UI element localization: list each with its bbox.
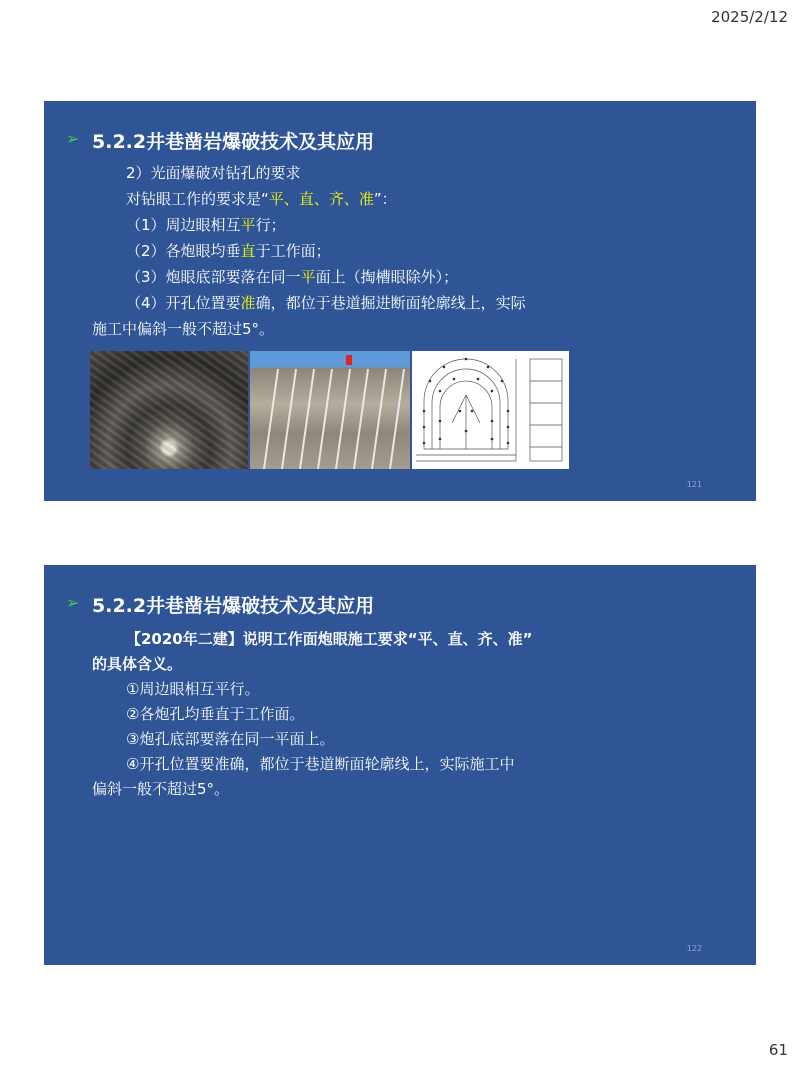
subheading: 2）光面爆破对钻孔的要求 xyxy=(126,164,301,182)
requirement-item-1: （1）周边眼相互平行； xyxy=(126,216,286,234)
slide-122 xyxy=(44,565,756,965)
flag-marker xyxy=(346,355,352,365)
exam-question: 【2020年二建】说明工作面炮眼施工要求“平、直、齐、准” xyxy=(126,630,533,648)
tunnel-section-diagram xyxy=(412,351,569,469)
requirement-intro: 对钻眼工作的要求是“平、直、齐、准”： xyxy=(126,190,397,208)
answer-item-3: ③炮孔底部要落在同一平面上。 xyxy=(126,730,335,748)
answer-item-4-cont: 偏斜一般不超过5°。 xyxy=(92,780,230,798)
requirement-item-4-cont: 施工中偏斜一般不超过5°。 xyxy=(92,320,275,338)
tunnel-photo xyxy=(90,351,248,469)
slide-number: 121 xyxy=(686,480,702,489)
slide-title xyxy=(66,127,375,154)
arrow-bullet-icon: ➢ xyxy=(66,593,80,612)
exam-question-cont: 的具体含义。 xyxy=(92,655,183,673)
answer-item-4: ④开孔位置要准确，都位于巷道断面轮廓线上，实际施工中 xyxy=(126,755,515,773)
requirement-item-3: （3）炮眼底部要落在同一平面上（掏槽眼除外）； xyxy=(126,268,459,286)
slide-title-text: 5.2.2井巷凿岩爆破技术及其应用 xyxy=(92,595,375,617)
rock-face-photo xyxy=(250,351,410,469)
page-number: 61 xyxy=(768,1041,788,1059)
slide-title xyxy=(66,591,375,618)
slide-title-text: 5.2.2井巷凿岩爆破技术及其应用 xyxy=(92,131,375,153)
arrow-bullet-icon: ➢ xyxy=(66,129,80,148)
answer-item-1: ①周边眼相互平行。 xyxy=(126,680,260,698)
slide-number: 122 xyxy=(686,944,702,953)
answer-item-2: ②各炮孔均垂直于工作面。 xyxy=(126,705,305,723)
requirement-item-2: （2）各炮眼均垂直于工作面； xyxy=(126,242,331,260)
requirement-item-4: （4）开孔位置要准确，都位于巷道掘进断面轮廓线上，实际 xyxy=(126,294,526,312)
print-date: 2025/2/12 xyxy=(711,8,788,26)
slide-121 xyxy=(44,101,756,501)
